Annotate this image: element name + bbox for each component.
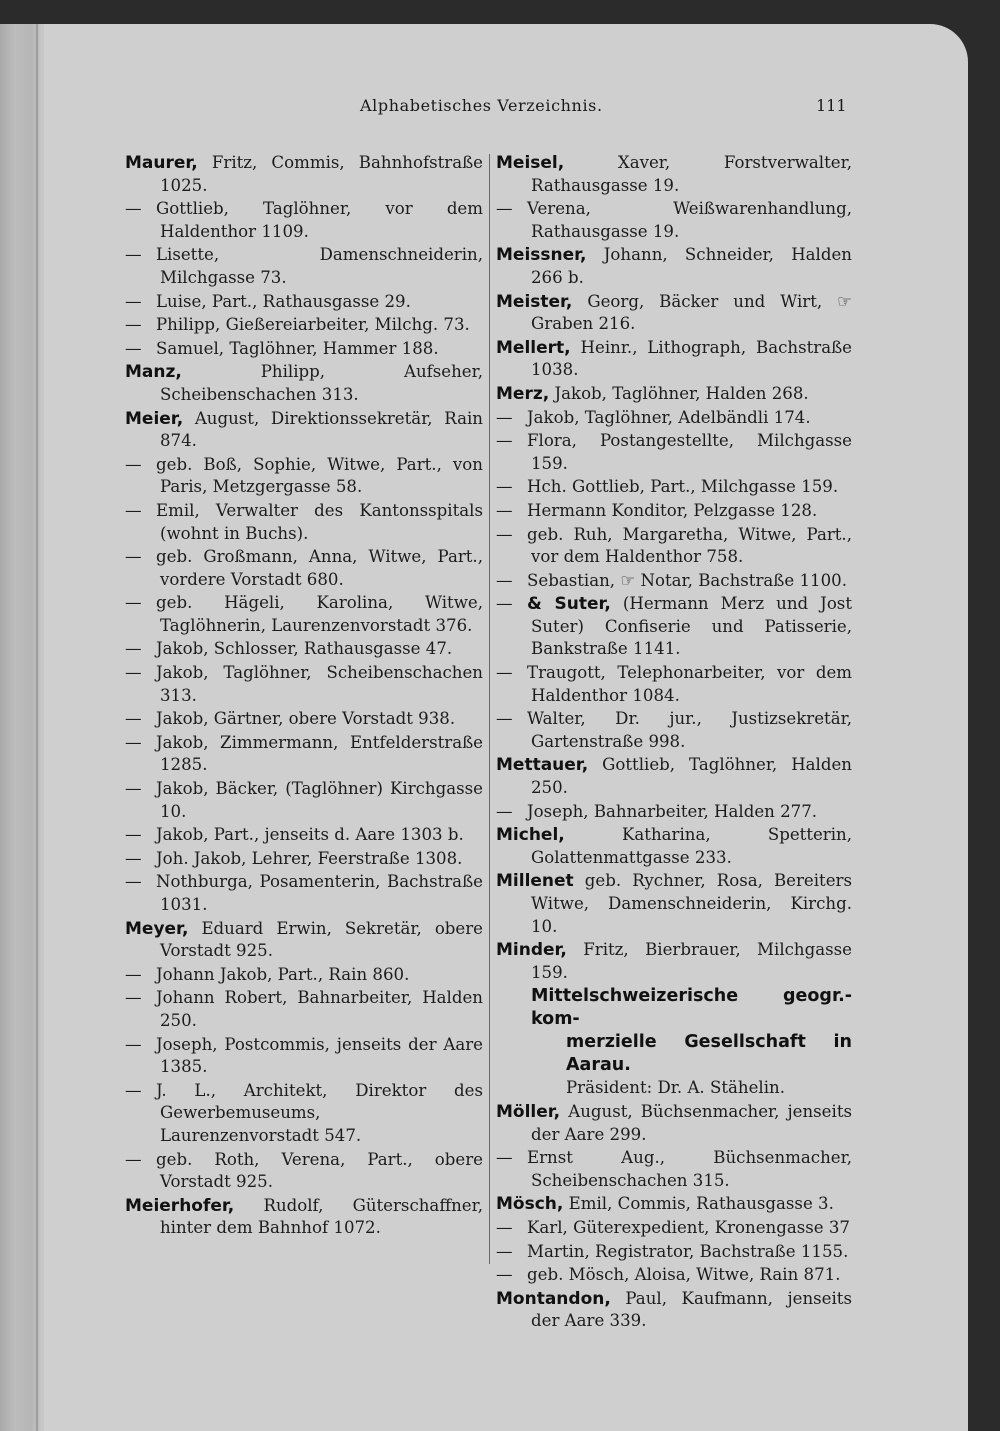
ditto-dash: — xyxy=(125,245,142,265)
entry-text: Georg, Bäcker und Wirt, ☞ Graben 216. xyxy=(531,291,852,334)
directory-entry xyxy=(496,1193,852,1216)
ditto-dash: — xyxy=(125,1034,142,1054)
ditto-dash: — xyxy=(496,500,513,520)
ditto-dash: — xyxy=(125,315,142,335)
directory-entry xyxy=(125,778,483,823)
directory-entry xyxy=(496,244,852,289)
directory-entry xyxy=(125,638,483,661)
entry-surname: Meister, xyxy=(496,291,573,312)
ditto-dash: — xyxy=(125,825,142,845)
entry-text: Hermann Konditor, Pelzgasse 128. xyxy=(527,500,818,520)
entry-heading-line: Mittelschweizerische geogr.-kom- xyxy=(531,986,852,1030)
directory-entry xyxy=(125,987,483,1032)
entry-text: Samuel, Taglöhner, Hammer 188. xyxy=(156,338,439,358)
ditto-dash: — xyxy=(125,663,142,683)
directory-entry xyxy=(496,198,852,243)
entry-surname: Merz, xyxy=(496,383,550,404)
directory-entry xyxy=(496,337,852,382)
right-column xyxy=(496,152,852,1334)
directory-entry xyxy=(125,152,483,197)
entry-text: Philipp, Gießereiarbeiter, Milchg. 73. xyxy=(156,315,470,335)
ditto-dash: — xyxy=(496,477,513,497)
ditto-dash: — xyxy=(125,639,142,659)
ditto-dash: — xyxy=(496,524,513,544)
entry-text: Verena, Weißwarenhandlung, Rathausgasse 19. xyxy=(527,199,852,241)
entry-text: August, Büchsenmacher, jenseits der Aare 299. xyxy=(531,1101,852,1144)
directory-entry xyxy=(496,430,852,475)
ditto-dash: — xyxy=(125,964,142,984)
ditto-dash: — xyxy=(125,338,142,358)
entry-text: Xaver, Forstverwalter, Rathausgasse 19. xyxy=(531,153,852,195)
ditto-dash: — xyxy=(125,547,142,567)
directory-entry xyxy=(125,918,483,963)
entry-surname: Meisel, xyxy=(496,153,565,173)
entry-text: Ernst Aug., Büchsenmacher, Scheibenschachen 315. xyxy=(527,1148,852,1190)
entry-text: Fritz, Bierbrauer, Milchgasse 159. xyxy=(531,940,852,982)
directory-entry xyxy=(496,870,852,938)
entry-text: Gottlieb, Taglöhner, Halden 250. xyxy=(531,755,852,798)
directory-entry xyxy=(496,985,852,1100)
entry-heading xyxy=(531,985,852,1077)
entry-text: Jakob, Gärtner, obere Vorstadt 938. xyxy=(156,709,456,729)
ditto-dash: — xyxy=(125,848,142,868)
ditto-dash: — xyxy=(496,663,513,683)
ditto-dash: — xyxy=(125,779,142,799)
ditto-dash: — xyxy=(496,407,513,427)
ditto-dash: — xyxy=(125,709,142,729)
entry-text: Gottlieb, Taglöhner, vor dem Haldenthor 1109. xyxy=(156,199,483,241)
directory-entry xyxy=(125,361,483,406)
ditto-dash: — xyxy=(125,593,142,613)
directory-entry xyxy=(496,939,852,984)
directory-entry xyxy=(496,476,852,499)
ditto-dash: — xyxy=(496,1241,513,1261)
ditto-dash: — xyxy=(496,801,513,821)
left-column xyxy=(125,152,483,1241)
ditto-dash: — xyxy=(125,199,142,219)
entry-surname: Möller, xyxy=(496,1101,561,1122)
ditto-dash: — xyxy=(496,1265,513,1285)
ditto-dash: — xyxy=(496,1148,513,1168)
entry-surname: Meissner, xyxy=(496,245,587,266)
entry-text: Philipp, Aufseher, Scheibenschachen 313. xyxy=(160,362,484,404)
entry-text: geb. Ruh, Margaretha, Witwe, Part., vor dem Haldenthor 758. xyxy=(527,524,852,567)
entry-text: Joseph, Bahnarbeiter, Halden 277. xyxy=(527,801,818,821)
directory-entry xyxy=(125,1149,483,1194)
directory-entry xyxy=(125,848,483,871)
entry-text: Joh. Jakob, Lehrer, Feerstraße 1308. xyxy=(156,848,463,868)
entry-text: Jakob, Bäcker, (Taglöhner) Kirchgasse 10. xyxy=(156,779,483,821)
entry-text: Fritz, Commis, Bahnhofstraße 1025. xyxy=(160,153,483,195)
entry-surname: Meier, xyxy=(125,408,184,429)
entry-text: Jakob, Schlosser, Rathausgasse 47. xyxy=(156,639,453,659)
ditto-dash: — xyxy=(125,500,142,520)
directory-entry xyxy=(125,454,483,499)
directory-entry xyxy=(496,662,852,707)
directory-entry xyxy=(125,1195,483,1240)
entry-text: Jakob, Taglöhner, Halden 268. xyxy=(554,383,809,403)
running-title: Alphabetisches Verzeichnis. xyxy=(360,96,603,115)
entry-surname: Mettauer, xyxy=(496,755,589,776)
directory-entry xyxy=(125,408,483,453)
entry-surname: Michel, xyxy=(496,825,565,846)
entry-text: geb. Roth, Verena, Part., obere Vorstadt 925. xyxy=(156,1149,483,1192)
entry-surname: Minder, xyxy=(496,940,567,961)
directory-entry xyxy=(125,314,483,337)
entry-text: Katharina, Spetterin, Golattenmattgasse 233. xyxy=(531,825,853,867)
entry-surname: Millenet xyxy=(496,871,574,892)
entry-surname: Montandon, xyxy=(496,1288,611,1309)
book-page xyxy=(0,24,968,1431)
ditto-dash: — xyxy=(125,454,142,474)
directory-entry xyxy=(125,500,483,545)
directory-entry xyxy=(496,570,852,593)
directory-entry xyxy=(125,244,483,289)
ditto-dash: — xyxy=(496,709,513,729)
entry-text: Johann, Schneider, Halden 266 b. xyxy=(531,245,852,287)
ditto-dash: — xyxy=(125,732,142,752)
entry-surname: & Suter, xyxy=(527,594,611,615)
directory-entry xyxy=(125,708,483,731)
entry-text: Hch. Gottlieb, Part., Milchgasse 159. xyxy=(527,477,839,497)
directory-entry xyxy=(496,593,852,661)
page-header xyxy=(0,96,968,120)
entry-heading-line: merzielle Gesellschaft in Aarau. xyxy=(566,1032,852,1076)
entry-text: Flora, Postangestellte, Milchgasse 159. xyxy=(527,431,852,473)
directory-entry xyxy=(125,291,483,314)
entry-text: geb. Großmann, Anna, Witwe, Part., vordere Vorstadt 680. xyxy=(156,547,483,589)
directory-entry xyxy=(496,383,852,406)
directory-entry xyxy=(496,1217,852,1240)
directory-entry xyxy=(496,708,852,753)
directory-entry xyxy=(496,1288,852,1333)
directory-entry xyxy=(496,824,852,869)
entry-text: Emil, Verwalter des Kantonsspitals (wohnt in Buchs). xyxy=(156,500,483,543)
directory-entry xyxy=(125,964,483,987)
directory-entry xyxy=(496,754,852,799)
directory-entry xyxy=(496,1147,852,1192)
directory-entry xyxy=(125,338,483,361)
ditto-dash: — xyxy=(125,988,142,1008)
entry-text: Präsident: Dr. A. Stähelin. xyxy=(566,1078,785,1098)
directory-entry xyxy=(496,524,852,569)
directory-entry xyxy=(125,198,483,243)
directory-entry xyxy=(496,1101,852,1146)
page-number: 111 xyxy=(816,96,847,115)
directory-entry xyxy=(125,824,483,847)
directory-entry xyxy=(496,1264,852,1287)
directory-entry xyxy=(125,592,483,637)
entry-surname: Meyer, xyxy=(125,918,189,939)
entry-text: geb. Mösch, Aloisa, Witwe, Rain 871. xyxy=(527,1265,841,1285)
entry-surname: Mösch, xyxy=(496,1194,564,1215)
page-binding-edge xyxy=(0,24,44,1431)
entry-text: Walter, Dr. jur., Justizsekretär, Gartenstraße 998. xyxy=(527,709,852,751)
directory-entry xyxy=(496,152,852,197)
directory-entry xyxy=(496,1241,852,1264)
entry-text: Luise, Part., Rathausgasse 29. xyxy=(156,291,411,311)
entry-surname: Manz, xyxy=(125,362,182,383)
entry-surname: Meierhofer, xyxy=(125,1195,235,1216)
directory-entry xyxy=(496,291,852,336)
entry-text: Jakob, Taglöhner, Scheibenschachen 313. xyxy=(156,663,483,705)
ditto-dash: — xyxy=(125,1080,142,1100)
directory-entry xyxy=(125,546,483,591)
directory-entry xyxy=(125,1080,483,1148)
entry-text: Paul, Kaufmann, jenseits der Aare 339. xyxy=(531,1288,852,1331)
ditto-dash: — xyxy=(125,291,142,311)
ditto-dash: — xyxy=(496,570,513,590)
directory-entry xyxy=(125,732,483,777)
ditto-dash: — xyxy=(496,199,513,219)
entry-text: Joseph, Postcommis, jenseits der Aare 1385. xyxy=(156,1034,483,1077)
entry-text: geb. Hägeli, Karolina, Witwe, Taglöhnerin, Laurenzenvorstadt 376. xyxy=(156,593,483,635)
entry-text: Sebastian, ☞ Notar, Bachstraße 1100. xyxy=(527,570,847,590)
ditto-dash: — xyxy=(125,872,142,892)
entry-text: J. L., Architekt, Direktor des Gewerbemuseums, Laurenzenvorstadt 547. xyxy=(156,1080,483,1145)
entry-text: Traugott, Telephonarbeiter, vor dem Haldenthor 1084. xyxy=(527,663,852,705)
entry-text: Martin, Registrator, Bachstraße 1155. xyxy=(527,1241,849,1261)
ditto-dash: — xyxy=(496,431,513,451)
entry-surname: Mellert, xyxy=(496,337,571,358)
ditto-dash: — xyxy=(496,1217,513,1237)
directory-entry xyxy=(125,1034,483,1079)
entry-surname: Maurer, xyxy=(125,153,198,173)
directory-entry xyxy=(496,801,852,824)
ditto-dash: — xyxy=(125,1149,142,1169)
column-divider xyxy=(489,154,490,1264)
entry-text: Eduard Erwin, Sekretär, obere Vorstadt 925. xyxy=(160,918,484,961)
entry-text: August, Direktionssekretär, Rain 874. xyxy=(160,408,483,451)
entry-text: Heinr., Lithograph, Bachstraße 1038. xyxy=(531,337,852,380)
entry-text: Jakob, Zimmermann, Entfelderstraße 1285. xyxy=(156,732,483,775)
entry-text: Johann Robert, Bahnarbeiter, Halden 250. xyxy=(156,988,483,1030)
entry-text: Emil, Commis, Rathausgasse 3. xyxy=(568,1194,834,1214)
directory-entry xyxy=(125,662,483,707)
directory-entry xyxy=(125,871,483,916)
entry-text: Johann Jakob, Part., Rain 860. xyxy=(156,964,410,984)
entry-text: Rudolf, Güterschaffner, hinter dem Bahnhof 1072. xyxy=(160,1195,483,1238)
entry-text: Jakob, Part., jenseits d. Aare 1303 b. xyxy=(156,825,464,845)
entry-text: Karl, Güterexpedient, Kronengasse 37 xyxy=(527,1217,850,1237)
entry-text: geb. Boß, Sophie, Witwe, Part., von Paris, Metzgergasse 58. xyxy=(156,454,483,497)
entry-text: (Hermann Merz und Jost Suter) Confiserie und Patisserie, Bankstraße 1141. xyxy=(531,594,852,659)
ditto-dash: — xyxy=(496,594,513,614)
entry-text: Nothburga, Posamenterin, Bachstraße 1031. xyxy=(156,872,483,914)
entry-text: Lisette, Damenschneiderin, Milchgasse 73. xyxy=(156,245,483,287)
directory-entry xyxy=(496,500,852,523)
entry-text: geb. Rychner, Rosa, Bereiters Witwe, Damenschneiderin, Kirchg. 10. xyxy=(531,871,852,936)
directory-entry xyxy=(496,407,852,430)
entry-text: Jakob, Taglöhner, Adelbändli 174. xyxy=(527,407,811,427)
